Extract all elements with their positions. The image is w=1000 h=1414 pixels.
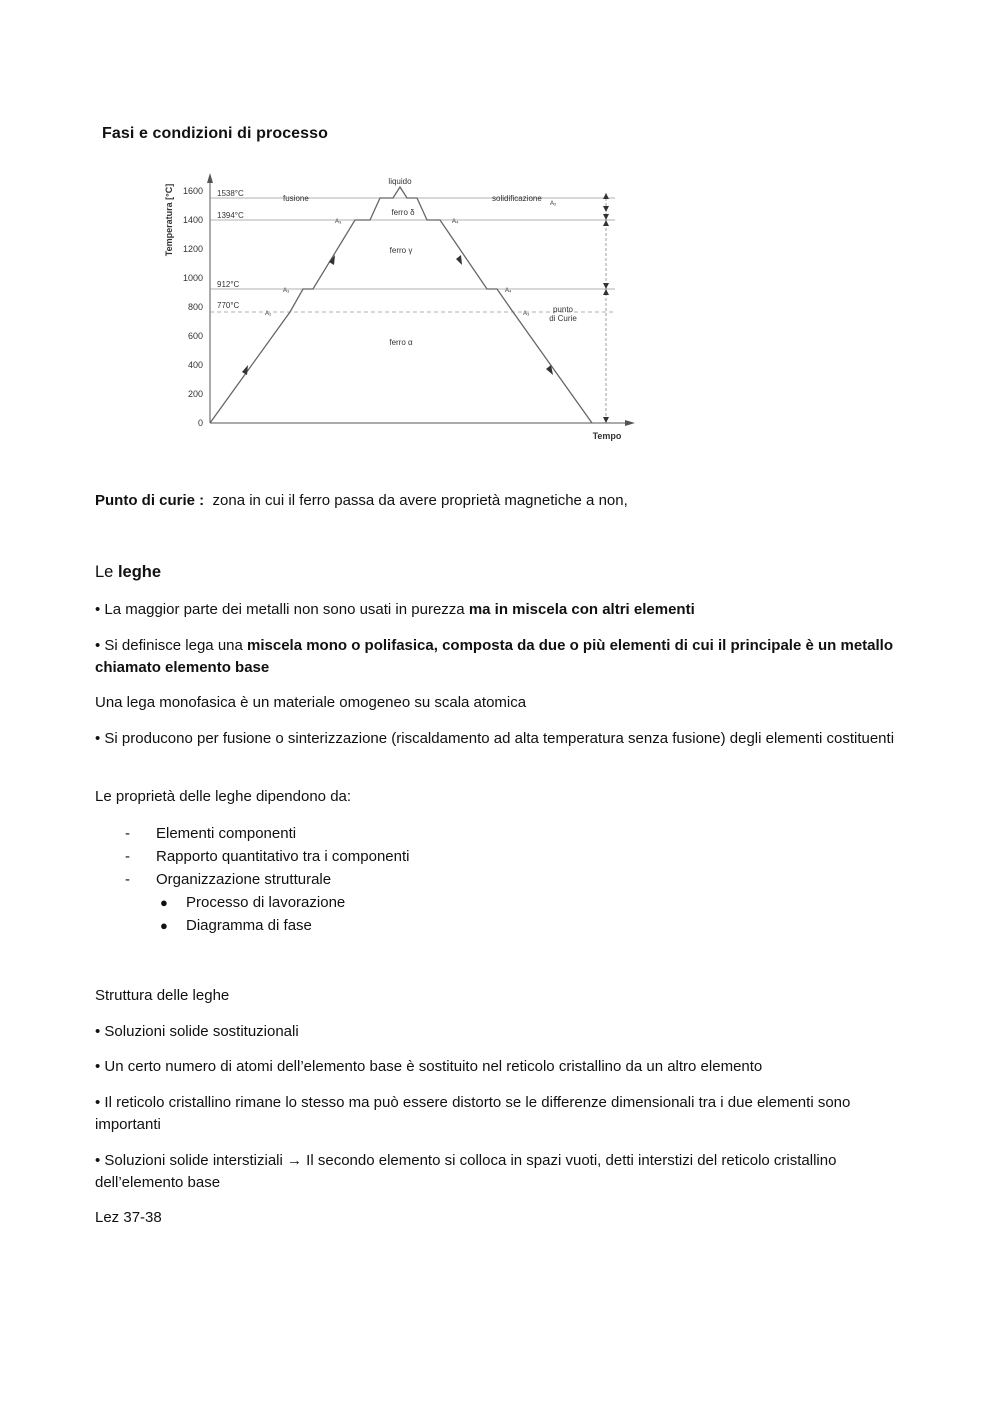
arrow-down-icon (456, 255, 462, 265)
phase-label: solidificazione (492, 194, 542, 203)
interval-arrow-icon (603, 283, 609, 289)
heading-prefix: Le (95, 563, 114, 581)
text-run: • Soluzioni solide interstiziali (95, 1152, 288, 1169)
footer-lesson-ref: Lez 37-38 (95, 1209, 162, 1226)
heading-bold: leghe (117, 563, 162, 581)
temp-label: 1394°C (217, 211, 244, 220)
list-item-text: Processo di lavorazione (186, 894, 346, 911)
point-label: A₂ (265, 311, 272, 317)
point-label: A₃ (335, 219, 342, 225)
interval-arrow-icon (603, 289, 609, 295)
text-bold: miscela mono o polifasica, composta da due o più elementi di cui il principale è un metallo chiamato elemento base (95, 637, 893, 676)
paragraph: • Soluzioni solide sostituzionali (95, 1023, 299, 1040)
interval-arrow-icon (603, 193, 609, 199)
phase-label: ferro δ (391, 208, 415, 217)
text-run: • La maggior parte dei metalli non sono usati in purezza (95, 601, 469, 618)
x-axis-arrow (625, 420, 635, 426)
list-item-text: Rapporto quantitativo tra i componenti (156, 848, 410, 865)
y-tick: 400 (187, 360, 203, 370)
curie-text: zona in cui il ferro passa da avere proprietà magnetiche a non, (212, 492, 628, 509)
arrow-up-icon (242, 365, 248, 375)
paragraph: Una lega monofasica è un materiale omogeneo su scala atomica (95, 694, 527, 711)
list-item: - Organizzazione strutturale (125, 871, 332, 888)
phase-label: punto (552, 305, 574, 314)
text-run: • Si definisce lega una (95, 637, 248, 654)
point-label: A₄ (452, 219, 459, 225)
sub-list-item: ● Processo di lavorazione (160, 894, 346, 911)
y-tick: 1600 (182, 186, 203, 196)
point-label: A₃ (523, 311, 530, 317)
interval-arrow-icon (603, 417, 609, 423)
phase-label: liquido (388, 177, 412, 186)
y-tick: 0 (197, 418, 203, 428)
y-tick: 600 (187, 331, 203, 341)
temp-label: 912°C (217, 280, 240, 289)
interval-arrow-icon (603, 220, 609, 226)
x-axis-label: Tempo (592, 431, 622, 441)
paragraph: • Un certo numero di atomi dell’elemento base è sostituito nel reticolo cristallino da un altro elemento (95, 1058, 763, 1075)
list-item-text: Elementi componenti (156, 825, 297, 842)
phase-label: ferro α (389, 338, 413, 347)
point-label: A₃ (283, 288, 290, 294)
list-item: - Rapporto quantitativo tra i componenti (125, 848, 410, 865)
text-run: Il secondo elemento si colloca in spazi vuoti, detti interstizi del reticolo cristallino dell’elemento base (95, 1152, 837, 1191)
paragraph: • Il reticolo cristallino rimane lo stesso ma può essere distorto se le differenze dimensionali tra i due elementi sono importanti (95, 1094, 851, 1133)
phase-label: di Curie (549, 314, 577, 323)
point-label: A₄ (505, 288, 512, 294)
interval-arrow-icon (603, 206, 609, 212)
interval-arrow-icon (603, 214, 609, 220)
paragraph (95, 599, 895, 621)
list-item-text: Organizzazione strutturale (156, 871, 332, 888)
curie-term: Punto di curie : (95, 492, 205, 509)
iron-phase-diagram (155, 165, 655, 455)
section-heading-struttura: Struttura delle leghe (95, 987, 230, 1004)
figure-title: Fasi e condizioni di processo (102, 125, 329, 142)
y-axis-label: Temperatura [°C] (164, 183, 174, 257)
y-axis-arrow (207, 173, 213, 183)
y-tick: 800 (187, 302, 203, 312)
list-item-text: Diagramma di fase (186, 917, 312, 934)
text-bold: ma in miscela con altri elementi (468, 601, 695, 618)
paragraph: • Si producono per fusione o sinterizzazione (riscaldamento ad alta temperatura senza fusione) degli elementi costituenti (95, 730, 895, 747)
phase-label: fusione (283, 194, 309, 203)
y-tick: 1400 (182, 215, 203, 225)
temp-label: 1538°C (217, 189, 244, 198)
paragraph (95, 635, 895, 679)
curie-definition (95, 490, 895, 512)
y-tick: 200 (187, 389, 203, 399)
list-item: - Elementi componenti (125, 825, 297, 842)
paragraph (95, 1150, 895, 1194)
process-curve (210, 187, 592, 423)
paragraph: Le proprietà delle leghe dipendono da: (95, 788, 352, 805)
temp-label: 770°C (217, 301, 240, 310)
y-tick: 1200 (182, 244, 203, 254)
arrow-icon: → (287, 1152, 303, 1169)
y-tick: 1000 (182, 273, 203, 283)
phase-label: ferro γ (389, 246, 413, 255)
sub-list-item: ● Diagramma di fase (160, 917, 312, 934)
section-heading-leghe (95, 563, 161, 582)
point-label: A₂ (550, 201, 557, 207)
